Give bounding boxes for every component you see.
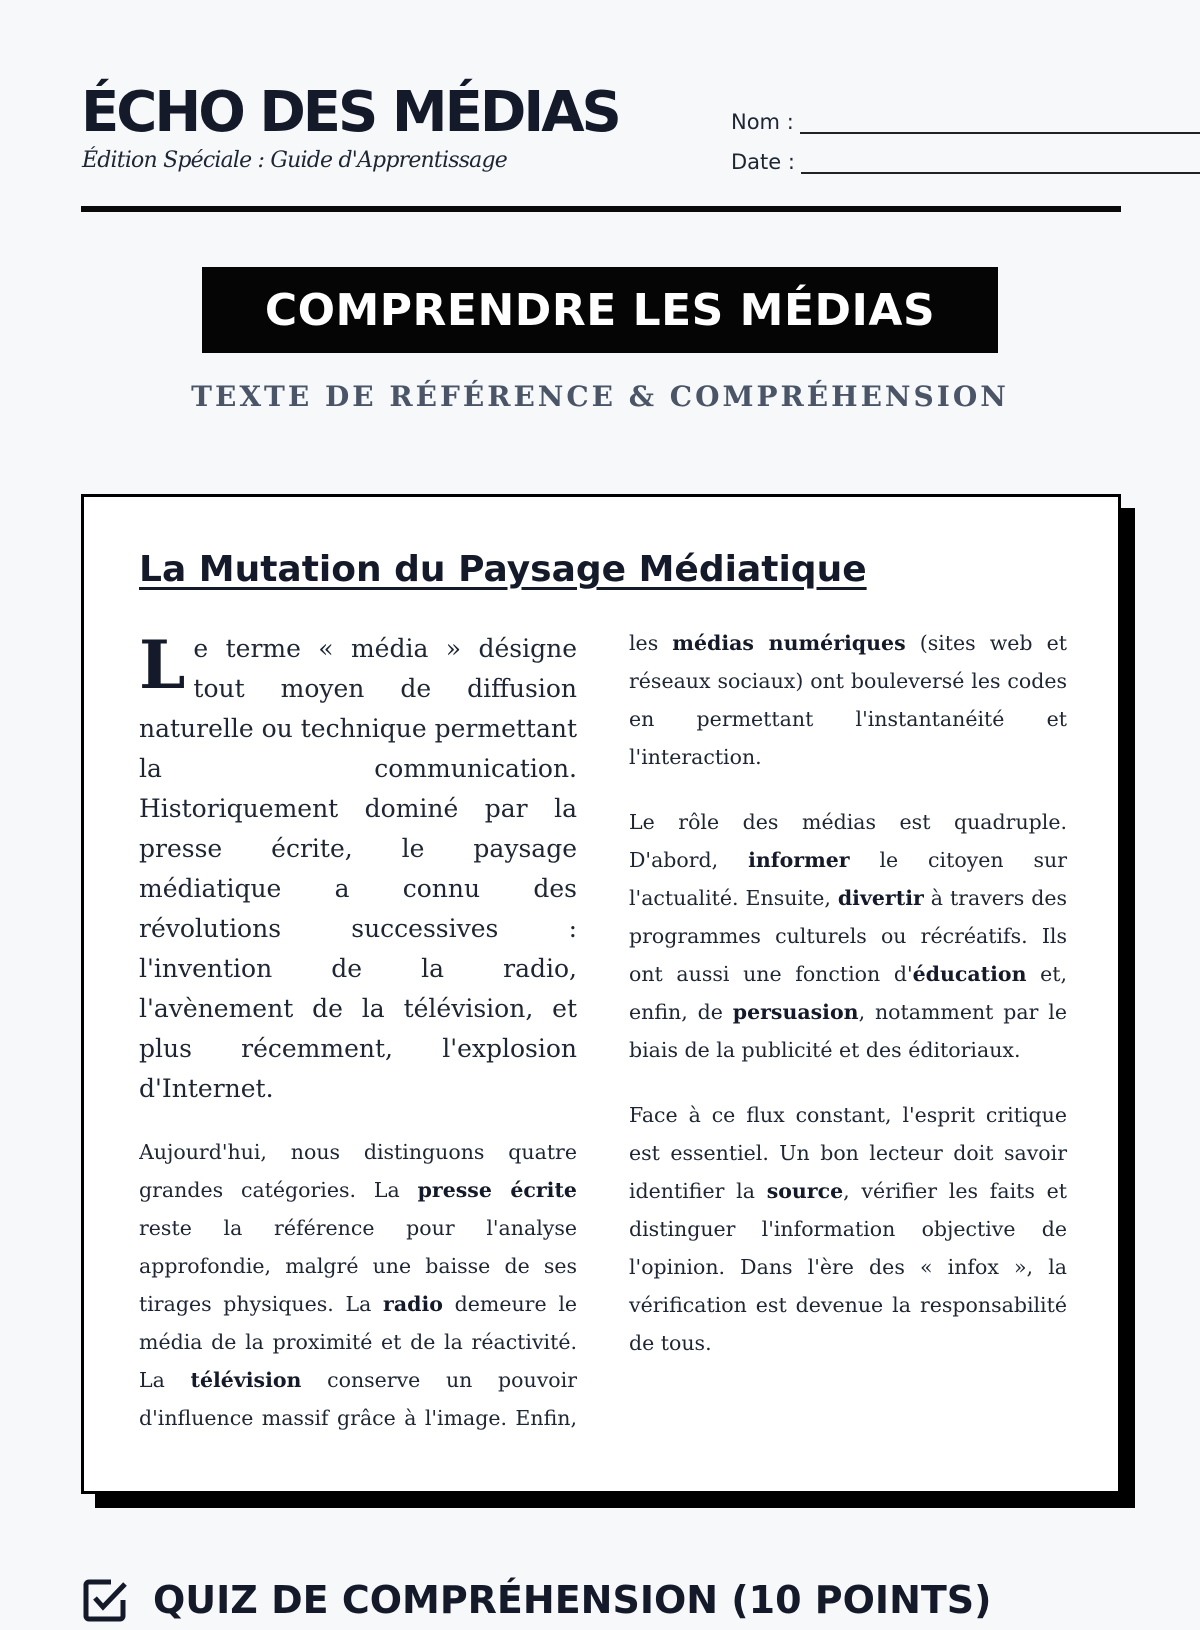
name-field[interactable]: [731, 104, 1200, 134]
article-paragraph-categories-continued: les médias numériques (sites web et réseaux sociaux) ont bouleversé les codes en permettant l'instantanéité et l'interaction.: [629, 631, 1067, 769]
article-card: [81, 494, 1121, 1494]
drop-cap: L: [139, 626, 186, 704]
article-paragraph-critical: Face à ce flux constant, l'esprit critique est essentiel. Un bon lecteur doit savoir identifier la source, vérifier les faits et distinguer l'information objective de l'opinion. Dans l'ère des « infox », la vérification est devenue la responsabilité de tous.: [629, 1103, 1067, 1355]
article-column-right: [629, 624, 1067, 1362]
article-paragraph-roles: Le rôle des médias est quadruple. D'abord, informer le citoyen sur l'actualité. Ensuite, divertir à travers des programmes culturels ou récréatifs. Ils ont aussi une fonction d'éducation et, enfin, de persuasion, notamment par le biais de la publicité et des éditoriaux.: [629, 810, 1068, 1062]
quiz-heading: [81, 1570, 992, 1630]
header-divider: [81, 206, 1121, 212]
date-label: Date :: [731, 150, 795, 174]
checkbox-icon: [81, 1576, 129, 1624]
page-header: [81, 78, 1121, 210]
name-label: Nom :: [731, 110, 794, 134]
publication-title: ÉCHO DES MÉDIAS: [81, 80, 619, 145]
name-input-line[interactable]: [800, 108, 1200, 134]
section-banner: COMPRENDRE LES MÉDIAS: [202, 267, 998, 353]
article-column-left: [139, 626, 578, 1437]
article-paragraph-categories: Aujourd'hui, nous distinguons quatre grandes catégories. La presse écrite reste la référence pour l'analyse approfondie, malgré une baisse de ses tirages physiques. La radio demeure le média de la proximité et de la réactivité. La télévision conserve un pouvoir d'influence massif grâce à l'image. Enfin,: [139, 1140, 577, 1430]
quiz-title: QUIZ DE COMPRÉHENSION (10 POINTS): [153, 1578, 992, 1622]
edition-subtitle: Édition Spéciale : Guide d'Apprentissage: [82, 148, 508, 173]
date-input-line[interactable]: [801, 148, 1200, 174]
section-kicker: TEXTE DE RÉFÉRENCE & COMPRÉHENSION: [191, 380, 1009, 413]
article-paragraph-intro: Le terme « média » désigne tout moyen de diffusion naturelle ou technique permettant la communication. Historiquement dominé par la presse écrite, le paysage médiatique a connu des révolutions successives : l'invention de la radio, l'avènement de la télévision, et plus récemment, l'explosion d'Internet.: [139, 626, 578, 1103]
article-title: La Mutation du Paysage Médiatique: [139, 549, 867, 590]
date-field[interactable]: [731, 144, 1200, 174]
